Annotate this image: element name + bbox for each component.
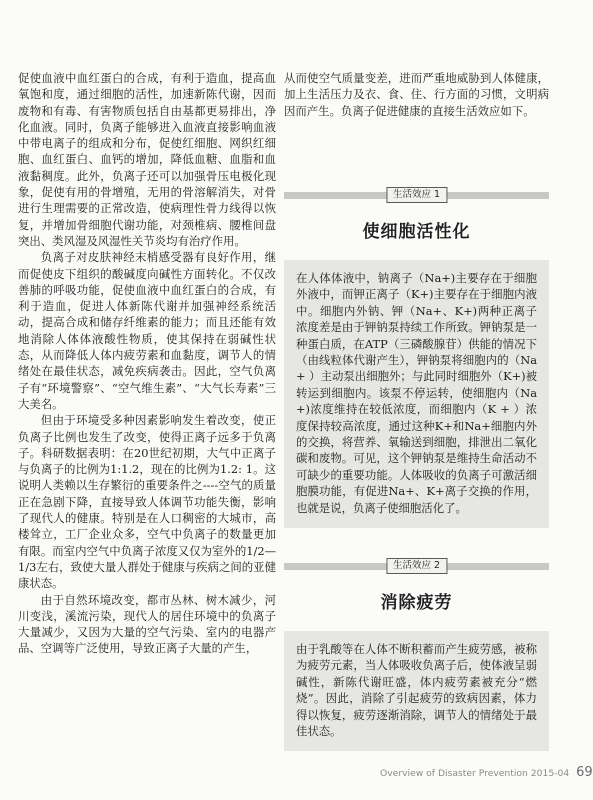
- body-paragraph: 负离子对皮肤神经末梢感受器有良好作用，继而促使皮下组织的酸碱度向碱性方面转化。不仅改善肺的呼吸功能，促使血液中血红蛋白的合成，有利于造血，促进人体新陈代谢并加强神经系统活动，提高合成和储存纤维素的能力；而且还能有效地消除人体体液酸性物质，使其保持在弱碱性状态，从而降低人体内疲劳素和血黏度，调节人的情绪处在最佳状态，减免疾病袭击。因此，空气负离子有“环境警察”、“空气维生素”、“大气长寿素”三大美名。: [18, 250, 276, 411]
- section-text: 在人体体液中，钠离子（Na+)主要存在于细胞外液中，而钾正离子（K+)主要存在于细胞内液中。细胞内外钠、钾（Na+、K+)两种正离子浓度差是由于钾钠泵持续工作所致。钾钠泵是一种蛋白质，在ATP（三磷酸腺苷）供能的情况下（由线粒体代谢产生），钾钠泵将细胞内的（Na+ ）主动泵出细胞外；与此同时细胞外（K+)被转运到细胞内。该泵不停运转，使细胞内（Na+)浓度维持在较低浓度，而细胞内（K + ）浓度保持较高浓度，通过这种K+和Na+细胞内外的交换，将营养、氧输送到细胞，排泄出二氧化碳和废物。可见，这个钾钠泵是维持生命活动不可缺少的重要功能。人体吸收的负离子可激活细胞膜功能，有促进Na+、K+离子交换的作用，也就是说，负离子使细胞活化了。: [296, 270, 537, 515]
- intro-paragraph: 从而使空气质量变差，进而严重地威胁到人体健康，加上生活压力及衣、食、住、行方面的习惯，文明病因而产生。负离子促进健康的直接生活效应如下。: [284, 71, 549, 118]
- page-footer: [380, 765, 593, 780]
- section-box: [284, 260, 549, 528]
- section-title: 消除疲劳: [380, 592, 453, 613]
- section-header: [284, 558, 549, 574]
- body-paragraph: 但由于环境受多种因素影响发生着改变，使正负离子比例也发生了改变，使得正离子远多于负离子。科研数据表明：在20世纪初期，大气中正离子与负离子的比例为1:1.2，现在的比例为1.2: 1。这说明人类赖以生存繁衍的重要条件之----空气的质量正在急剧下降，直接导致人体调节功能失衡，影响了现代人的健康。特别是在人口稠密的大城市，高楼耸立，工厂企业众多，空气中负离子的数量更加有限。而室内空气中负离子浓度又仅为室外的1/2—1/3左右，致使大量人群处于健康与疾病之间的亚健康状态。: [18, 413, 276, 591]
- body-paragraph: 由于自然环境改变，都市丛林、树木减少，河川变浅，溪流污染，现代人的居住环境中的负离子大量减少，又因为大量的空气污染、室内的电器产品、空调等广泛使用，导致正离子大量的产生，: [18, 592, 276, 656]
- section-badge: 生活效应 2: [386, 558, 447, 574]
- section-box: [284, 631, 549, 751]
- section-title: 使细胞活性化: [362, 221, 471, 242]
- left-column: [18, 70, 276, 657]
- section-badge: 生活效应 1: [386, 187, 447, 203]
- page-number: 69: [576, 765, 593, 780]
- section-text: 由于乳酸等在人体不断积蓄而产生疲劳感，被称为疲劳元素，当人体吸收负离子后，使体液呈弱碱性，新陈代谢旺盛，体内疲劳素被充分“燃烧”。因此，消除了引起疲劳的致病因素，体力得以恢复，疲劳逐渐消除，调节人的情绪处于最佳状态。: [296, 641, 537, 739]
- journal-name: Overview of Disaster Prevention: [380, 768, 528, 779]
- issue-label: 2015-04: [530, 768, 570, 779]
- section-header: [284, 187, 549, 203]
- body-paragraph: 促使血液中血红蛋白的合成，有利于造血，提高血氧饱和度，通过细胞的活性，加速新陈代谢，因而废物和有毒、有害物质包括自由基都更易排出，净化血液。同时，负离子能够进入血液直接影响血液中带电离子的组成和分布，促使红细胞、网织红细胞、血红蛋白、血钙的增加，降低血糖、血脂和血液黏稠度。此外，负离子还可以加强骨压电极化现象，促使有用的骨增殖，无用的骨溶解消失，对骨进行生理需要的正常改造，使病理性骨力线得以恢复，并增加骨细胞代谢功能，对颈椎病、腰椎间盘突出、类风湿及风湿性关节炎均有治疗作用。: [18, 71, 276, 248]
- right-column: [284, 70, 549, 751]
